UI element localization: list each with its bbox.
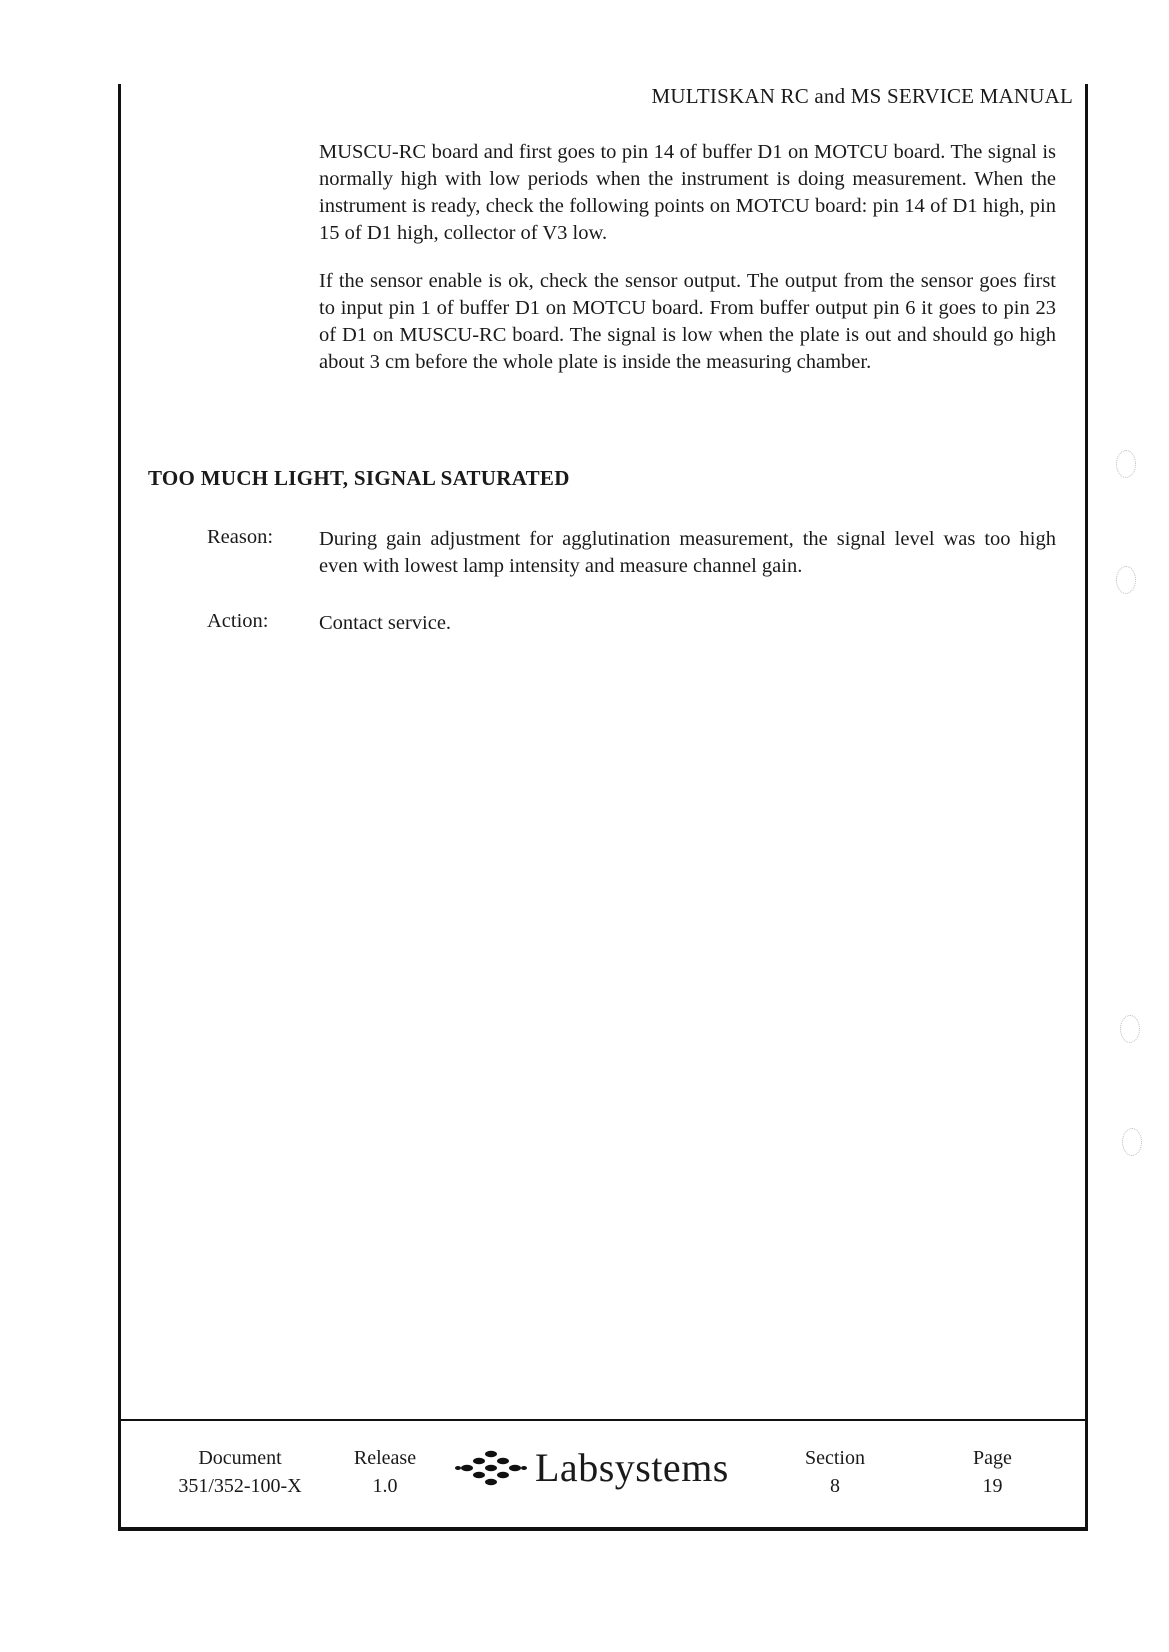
binder-hole-mark: [1116, 450, 1136, 478]
body-paragraph-1: MUSCU-RC board and first goes to pin 14 of buffer D1 on MOTCU board. The signal is normally high with low periods when the instrument is doing measurement. When the instrument is ready, check the following points on MOTCU board: pin 14 of D1 high, pin 15 of D1 high, collector of V3 low.: [319, 141, 1056, 244]
left-margin-rule: [118, 84, 121, 1531]
footer-page: [940, 1444, 1045, 1500]
footer-section-value: 8: [830, 1475, 840, 1497]
body-paragraph-2: If the sensor enable is ok, check the sensor output. The output from the sensor goes first to input pin 1 of buffer D1 on MOTCU board. From buffer output pin 6 it goes to pin 23 of D1 on MUSCU-RC board. The signal is low when the plate is out and should go high about 3 cm before the whole plate is inside the measuring chamber.: [319, 270, 1056, 373]
footer-document: [150, 1444, 330, 1500]
reason-label: Reason:: [207, 526, 274, 548]
action-label: Action:: [207, 610, 269, 632]
footer-page-value: 19: [982, 1475, 1003, 1497]
footer-section: [780, 1444, 890, 1500]
footer-release-value: 1.0: [372, 1475, 398, 1497]
footer-page-label: Page: [973, 1447, 1012, 1469]
section-heading: TOO MUCH LIGHT, SIGNAL SATURATED: [148, 466, 570, 490]
footer-top-rule: [118, 1419, 1088, 1421]
binder-hole-mark: [1116, 566, 1136, 594]
footer-document-label: Document: [198, 1447, 282, 1469]
manual-header-title: MULTISKAN RC and MS SERVICE MANUAL: [651, 84, 1073, 108]
footer-release: [335, 1444, 435, 1500]
footer-section-label: Section: [805, 1447, 865, 1469]
right-margin-rule: [1085, 84, 1088, 1531]
labsystems-logo: [455, 1444, 729, 1491]
brand-name: Labsystems: [535, 1445, 729, 1490]
labsystems-logo-icon: [455, 1448, 527, 1488]
footer-bottom-rule: [118, 1527, 1088, 1531]
binder-hole-mark: [1122, 1128, 1142, 1156]
reason-text: During gain adjustment for agglutination measurement, the signal level was too high even with lowest lamp intensity and measure channel gain.: [319, 528, 1056, 577]
action-text: Contact service.: [319, 612, 452, 634]
binder-hole-mark: [1120, 1015, 1140, 1043]
footer-release-label: Release: [353, 1447, 417, 1469]
footer-document-value: 351/352-100-X: [178, 1475, 302, 1497]
